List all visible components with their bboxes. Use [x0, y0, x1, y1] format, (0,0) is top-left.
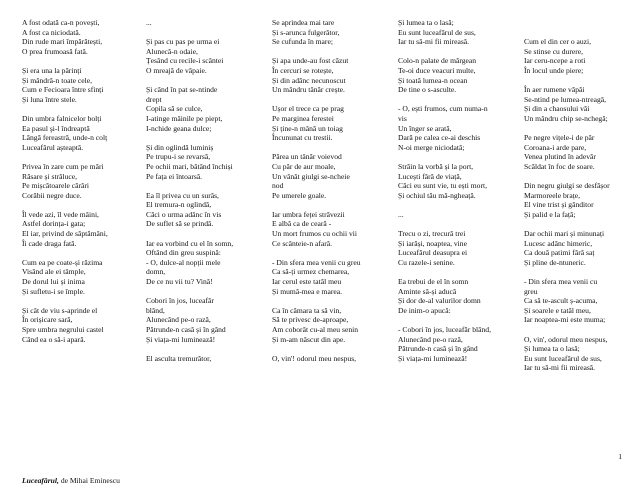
verse-line: N-oi merge niciodată; — [398, 142, 465, 152]
stanza-gap — [146, 28, 256, 38]
verse-line: Cum ea pe coate-și răzima — [22, 257, 103, 267]
verse-line: Te-oi duce veacuri multe, — [398, 65, 476, 75]
verse-line: Și ține-n mână un toiag — [272, 123, 343, 133]
verse-line: El iar, privind de săptămâni, — [22, 229, 108, 239]
verse-line: Cu razele-i senine. — [398, 257, 455, 267]
verse-line: Când ea o să-i apară. — [22, 334, 86, 344]
verse-line: Și cât de viu s-aprinde el — [22, 305, 98, 315]
verse-line: A fost odată ca-n povești, — [22, 18, 100, 27]
verse-line: Un mândru tânăr crește. — [272, 85, 345, 95]
verse-line: Încununat cu trestii. — [272, 133, 333, 143]
verse-line: Un vânăt giulgi se-ncheie — [272, 171, 350, 181]
verse-line: Cum e Fecioara între sfinți — [22, 85, 104, 95]
page-number: 1 — [618, 452, 622, 461]
verse-line: Colo-n palate de mărgean — [398, 56, 477, 66]
stanza-gap — [146, 181, 256, 191]
verse-line: Și lumea ta o lasă; — [398, 18, 454, 27]
verse-line: Ușor el trece ca pe prag — [272, 104, 344, 114]
verse-line: Țesând cu recile-i scântei — [146, 56, 224, 66]
verse-line: Am coborât cu-al meu senin — [272, 325, 359, 334]
verse-line: Iar ea vorbind cu el în somn, — [146, 238, 234, 248]
verse-line: Și palid e la față; — [524, 209, 576, 219]
verse-line: Și pline de-ntuneric. — [524, 257, 586, 267]
stanza-gap — [524, 325, 632, 335]
stanza-gap — [272, 143, 384, 153]
verse-line: domn, — [146, 267, 166, 277]
stanza-gap — [524, 172, 632, 182]
verse-line: Și apa unde-au fost căzut — [272, 56, 349, 66]
verse-line: Alunecând pe-o rază, — [398, 334, 463, 344]
verse-line: Pe negre vițele-i de păr — [524, 133, 595, 143]
verse-line: Și s-arunca fulgerător, — [272, 27, 340, 37]
verse-line: Lucesc adânc himeric, — [524, 238, 593, 248]
verse-line: greu — [524, 286, 538, 296]
poem-column-4 — [398, 18, 508, 363]
verse-line: De dorul lui și inima — [22, 277, 85, 287]
verse-line: Eu sunt luceafărul de sus, — [524, 353, 602, 363]
verse-line: Ca să-ți urmez chemarea, — [272, 267, 350, 277]
verse-line: Cu păr de aur moale, — [272, 161, 336, 171]
verse-line: Și iarăși, noaptea, vine — [398, 238, 467, 248]
verse-line: Ea îl privea cu un surâs, — [146, 190, 219, 200]
stanza-gap — [272, 95, 384, 105]
verse-line: În locul unde piere; — [524, 65, 584, 75]
verse-line: Și sufletu-i se împle. — [22, 286, 85, 296]
verse-line: Și mândră-n toate cele, — [22, 75, 93, 85]
stanza-gap — [398, 47, 508, 57]
verse-line: Și ochiul tău mă-ngheață. — [398, 190, 476, 200]
stanza-gap — [398, 95, 508, 105]
verse-line: blând, — [146, 305, 165, 315]
footer-title: Luceafărul, — [22, 476, 59, 485]
verse-line: ... — [398, 209, 404, 219]
verse-line: Iar umbra feței străvezii — [272, 209, 345, 219]
verse-line: Luceafărul deasupra ei — [398, 248, 468, 258]
verse-line: Pe ochii mari, bătând închiși — [146, 161, 233, 171]
verse-line: drept — [146, 94, 162, 104]
verse-line: Îl vede azi, îl vede mâini, — [22, 209, 99, 219]
verse-line: Căci o urma adânc în vis — [146, 209, 222, 219]
verse-line: Se aprindea mai tare — [272, 18, 335, 27]
verse-line: Marmoreele brațe, — [524, 190, 581, 200]
stanza-gap — [22, 296, 130, 306]
poem-column-2 — [146, 18, 256, 363]
verse-line: Și era una la părinți — [22, 65, 82, 75]
verse-line: A fost ca niciodată. — [22, 27, 81, 37]
verse-line: Se cufunda în mare; — [272, 37, 333, 47]
stanza-gap — [272, 344, 384, 354]
poem-column-3 — [272, 18, 384, 363]
verse-line: Pătrunde-n casă și în gând — [398, 344, 478, 354]
verse-line: - O, dulce-al nopții mele — [146, 257, 221, 267]
stanza-gap — [398, 200, 508, 210]
verse-line: O mreajă de văpaie. — [146, 65, 207, 75]
verse-line: Și din adânc necunoscut — [272, 75, 346, 85]
stanza-gap — [146, 287, 256, 297]
verse-line: În aer rumene văpăi — [524, 85, 585, 95]
verse-line: Și soarele e tatăl meu, — [524, 305, 591, 315]
verse-line: Iar tu să-mi fii mireasă. — [524, 363, 596, 373]
verse-line: Să te privesc de-aproape, — [272, 315, 349, 325]
verse-line: Scăldat în foc de soare. — [524, 161, 595, 171]
stanza-gap — [22, 104, 130, 114]
verse-line: Oftând din greu suspină: — [146, 248, 221, 258]
verse-line: Părea un tânăr voievod — [272, 152, 342, 162]
verse-line: Luceafărul așteaptă. — [22, 142, 84, 152]
verse-line: Alunecă-n odaie, — [146, 46, 198, 56]
verse-line: O, vin', odorul meu nespus, — [524, 334, 608, 344]
verse-line: O prea frumoasă fată. — [22, 46, 88, 56]
stanza-gap — [146, 229, 256, 239]
verse-line: I-atinge mâinile pe piept, — [146, 113, 223, 123]
verse-line: Din rude mari împărătești, — [22, 37, 103, 47]
verse-line: Și mumă-mea e marea. — [272, 286, 343, 296]
verse-line: Din negru giulgi se desfășor — [524, 181, 610, 191]
stanza-gap — [524, 18, 632, 28]
verse-line: În cercuri se rotește, — [272, 65, 334, 75]
verse-line: - Din sfera mea venii cu — [524, 277, 598, 287]
verse-line: E albă ca de ceară - — [272, 219, 332, 229]
verse-line: Pe umerele goale. — [272, 190, 327, 200]
stanza-gap — [398, 267, 508, 277]
verse-line: Cum el din cer o auzi, — [524, 37, 592, 47]
verse-line: Aminte să-și aducă — [398, 286, 457, 296]
verse-line: Căci eu sunt vie, tu ești mort, — [398, 181, 488, 191]
verse-line: Străin la vorbă și la port, — [398, 161, 474, 171]
verse-line: Și din a chaosului văi — [524, 104, 590, 114]
verse-line: Corăbii negre duce. — [22, 190, 82, 200]
stanza-gap — [398, 315, 508, 325]
verse-line: Și dor de-al valurilor domn — [398, 296, 481, 306]
verse-line: Lângă fereastră, unde-n colț — [22, 133, 108, 143]
verse-line: Răsare și strălucе, — [22, 171, 78, 181]
verse-line: Visând ale ei tâmple, — [22, 267, 86, 277]
verse-line: Coroana-i arde pare, — [524, 142, 587, 152]
stanza-gap — [146, 76, 256, 86]
verse-line: Se stinse cu durere, — [524, 46, 584, 56]
verse-line: El vine trist și gânditor — [524, 200, 594, 210]
poem-column-1 — [22, 18, 130, 344]
verse-line: Din umbra falnicelor bolți — [22, 113, 102, 123]
verse-line: Privea în zare cum pe mări — [22, 161, 104, 171]
verse-line: ... — [146, 18, 152, 27]
verse-line: - O, ești frumos, cum numa-n — [398, 104, 488, 114]
stanza-gap — [22, 56, 130, 66]
verse-line: Alunecând pe-o rază, — [146, 315, 211, 325]
stanza-gap — [398, 219, 508, 229]
verse-line: De ce nu vii tu? Vină! — [146, 277, 213, 287]
verse-line: Și viața-mi luminează! — [398, 353, 468, 363]
verse-line: Copila să se culce, — [146, 104, 203, 114]
verse-line: Și din oglindă luminiș — [146, 142, 214, 152]
verse-line: Se-ntind pe lumea-ntreagă, — [524, 94, 607, 104]
verse-line: Trecu o zi, trecură trei — [398, 229, 466, 239]
verse-line: Iar cerul este tatăl meu — [272, 277, 342, 287]
verse-line: Și lumea ta o lasă; — [524, 344, 580, 354]
stanza-gap — [524, 219, 632, 229]
stanza-gap — [272, 296, 384, 306]
stanza-gap — [272, 248, 384, 258]
verse-line: O, vin'! odorul meu nespus, — [272, 353, 357, 363]
verse-line: Un înger se arată, — [398, 123, 452, 133]
verse-line: Și viața-mi luminează! — [146, 334, 216, 344]
stanza-gap — [524, 267, 632, 277]
verse-line: Și toată lumea-n ocean — [398, 75, 468, 85]
footer — [22, 476, 120, 485]
verse-line: Dar ochii mari și minunați — [524, 229, 605, 239]
verse-line: În orișicare sară, — [22, 315, 73, 325]
stanza-gap — [398, 152, 508, 162]
stanza-gap — [524, 76, 632, 86]
stanza-gap — [524, 124, 632, 134]
verse-line: Iar ceru-ncepe a roti — [524, 56, 586, 66]
verse-line: - Din sfera mea venii cu greu — [272, 257, 361, 267]
footer-author: de Mihai Eminescu — [58, 476, 120, 485]
verse-line: Ce scânteie-n afară. — [272, 238, 333, 248]
verse-line: De inim-o apucă: — [398, 305, 451, 315]
verse-line: Și pas cu pas pe urma ei — [146, 37, 220, 47]
verse-line: Și luna între stele. — [22, 94, 77, 104]
stanza-gap — [22, 248, 130, 258]
verse-line: El tremura-n oglindă, — [146, 200, 212, 210]
verse-line: Venea plutind în adevăr — [524, 152, 596, 162]
verse-line: Iar noaptea-mi este muma; — [524, 315, 606, 325]
poem-column-5 — [524, 18, 632, 373]
verse-line: Ea trebui de el în somn — [398, 277, 469, 287]
stanza-gap — [272, 200, 384, 210]
stanza-gap — [524, 28, 632, 38]
verse-line: Pe trupu-i se revarsă, — [146, 152, 211, 162]
verse-line: De suflet să se prindă. — [146, 219, 214, 229]
verse-line: Îi cade draga fată. — [22, 238, 77, 248]
stanza-gap — [146, 133, 256, 143]
verse-line: Eu sunt luceafărul de sus, — [398, 27, 476, 37]
verse-line: Un mort frumos cu ochii vii — [272, 229, 357, 239]
stanza-gap — [272, 47, 384, 57]
stanza-gap — [22, 152, 130, 162]
verse-line: Pe marginea ferestei — [272, 113, 334, 123]
verse-line: Un mândru chip se-nchegă; — [524, 113, 608, 123]
verse-line: Ca să te-ascult ș-acuma, — [524, 296, 598, 306]
stanza-gap — [146, 344, 256, 354]
verse-line: Și când în pat se-ntinde — [146, 85, 218, 95]
verse-line: Ea pasul şi-l îndreaptă — [22, 123, 90, 133]
verse-line: I-nchide geana dulce; — [146, 123, 212, 133]
verse-line: Ca în cămara ta să vin, — [272, 305, 342, 315]
stanza-gap — [22, 200, 130, 210]
verse-line: Pe mișcătoarele cărări — [22, 181, 90, 191]
verse-line: Și m-am născut din ape. — [272, 334, 346, 344]
verse-line: Pe fața ei întoarsă. — [146, 171, 203, 181]
verse-line: Lucești fără de viață, — [398, 171, 462, 181]
verse-line: Ca două patimi fără saț — [524, 248, 595, 258]
verse-line: nod — [272, 181, 284, 191]
verse-line: - Cobori în jos, luceafăr blând, — [398, 325, 491, 334]
verse-line: vis — [398, 113, 407, 123]
verse-line: El asculta tremurător, — [146, 353, 212, 363]
verse-line: Pătrunde-n casă și în gând — [146, 325, 226, 334]
verse-line: Spre umbra negrului castel — [22, 325, 104, 334]
verse-line: Iar tu să-mi fii mireasă. — [398, 37, 470, 47]
verse-line: Astfel dorința-i gata; — [22, 219, 86, 229]
verse-line: Dară pe calea ce-ai deschis — [398, 133, 481, 143]
verse-line: Cobori în jos, luceafăr — [146, 296, 214, 306]
verse-line: De tine o s-asculte. — [398, 85, 457, 95]
